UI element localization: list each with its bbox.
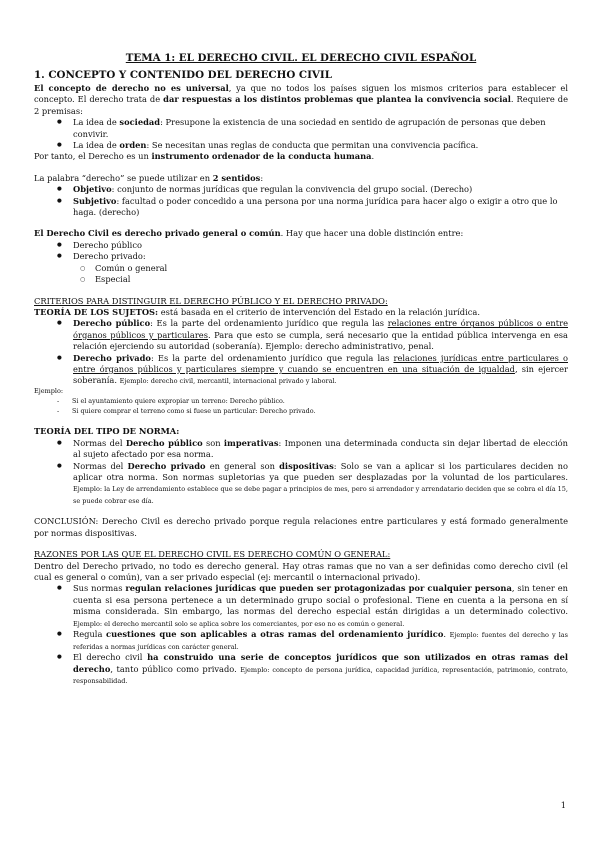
intro-paragraph: El concepto de derecho no es universal, ya que no todos los países siguen los mismos criterios para establecer el concepto. El derecho trata de dar respuestas a los distintos problemas que plantea la convivencia social. Requiere de 2 premisas:	[34, 83, 568, 116]
sujetos-paragraph: TEORÍA DE LOS SUJETOS: está basada en el criterio de intervención del Estado en la relación jurídica.	[34, 306, 480, 317]
razones-list	[34, 583, 568, 686]
tipo-list	[34, 438, 568, 507]
criterios-heading: CRITERIOS PARA DISTINGUIR EL DERECHO PÚBLICO Y EL DERECHO PRIVADO:	[34, 295, 388, 306]
ejemplos-list	[34, 396, 568, 416]
list-item: ● Sus normas regulan relaciones jurídicas que pueden ser protagonizadas por cualquier persona, sin tener en cuenta si esa persona pertenece a un determinado grupo social o profesional. Tiene en cuenta a la persona en sí misma considerada. Sin embargo, las normas del derecho especial están dirigidas a un determinado colectivo. Ejemplo: el derecho mercantil solo se aplica sobre los comerciantes, por eso no es común o general.	[34, 583, 568, 629]
list-item: ● La idea de orden: Se necesitan unas reglas de conducta que permitan una convivencia pacífica.	[34, 140, 568, 151]
sujetos-list	[34, 318, 568, 387]
list-item: ● Normas del Derecho público son imperativas: Imponen una determinada conducta sin dejar libertad de elección al sujeto afectado por esa norma.	[34, 438, 568, 461]
list-item: ● Normas del Derecho privado en general son dispositivas: Solo se van a aplicar si los particulares deciden no aplicar otra norma. Son normas supletorias ya que pueden ser desplazadas por la voluntad de los particulares. Ejemplo: la Ley de arrendamiento establece que se debe pagar a principios de mes, pero si arrendador y arrendatario deciden que se cobra el día 15, se puede cobrar ese día.	[34, 461, 568, 507]
page-number: 1	[560, 800, 566, 810]
list-item: ● Objetivo: conjunto de normas jurídicas que regulan la convivencia del grupo social. (Derecho)	[34, 184, 568, 195]
portanto-paragraph: Por tanto, el Derecho es un instrumento ordenador de la conducta humana.	[34, 151, 375, 162]
section-heading-concepto: 1. CONCEPTO Y CONTENIDO DEL DERECHO CIVIL	[34, 69, 332, 81]
palabra-paragraph: La palabra “derecho” se puede utilizar en 2 sentidos:	[34, 172, 264, 183]
sentidos-list	[34, 184, 568, 218]
list-item: ● Derecho público: Es la parte del ordenamiento jurídico que regula las relaciones entre órganos públicos o entre órganos públicos y particulares. Para que esto se cumpla, será necesario que la entidad pública intervenga en esa relación ejerciendo su autoridad (soberanía). Ejemplo: derecho administrativo, penal.	[34, 318, 568, 352]
conclusion-paragraph: CONCLUSIÓN: Derecho Civil es derecho privado porque regula relaciones entre particulares y está formado generalmente por normas dispositivas.	[34, 516, 568, 538]
list-item: ● Subjetivo: facultad o poder concedido a una persona por una norma jurídica para hacer algo o exigir a otro que lo haga. (derecho)	[34, 196, 568, 219]
list-item: - Si el ayuntamiento quiere expropiar un terreno: Derecho público.	[34, 396, 568, 406]
list-item: ● Regula cuestiones que son aplicables a otras ramas del ordenamiento jurídico. Ejemplo: fuentes del derecho y las referidas a normas jurídicas con carácter general.	[34, 629, 568, 652]
razones-intro: Dentro del Derecho privado, no todo es derecho general. Hay otras ramas que no van a ser definidas como derecho civil (el cual es general o común), van a ser privado especial (ej: mercantil o internacional privado).	[34, 560, 568, 582]
list-item: ● El derecho civil ha construido una serie de conceptos jurídicos que son utilizados en otras ramas del derecho, tanto público como privado. Ejemplo: concepto de persona jurídica, capacidad jurídica, representación, patrimonio, contrato, responsabilidad.	[34, 652, 568, 686]
razones-heading: RAZONES POR LAS QUE EL DERECHO CIVIL ES DERECHO COMÚN O GENERAL:	[34, 549, 391, 560]
list-item: - Si quiere comprar el terreno como si fuese un particular: Derecho privado.	[34, 406, 568, 416]
premisas-list	[34, 117, 568, 151]
distincion-list	[34, 240, 568, 286]
list-item: ● Derecho privado: Es la parte del ordenamiento jurídico que regula las relaciones jurídicas entre particulares o entre órganos públicos y particulares siempre y cuando se encuentren en una situación de igualdad, sin ejercer soberanía. Ejemplo: derecho civil, mercantil, internacional privado y laboral.	[34, 353, 568, 387]
list-item: ○ Común o general	[34, 263, 568, 274]
document-title: TEMA 1: EL DERECHO CIVIL. EL DERECHO CIVIL ESPAÑOL	[125, 52, 477, 64]
civil-paragraph: El Derecho Civil es derecho privado general o común. Hay que hacer una doble distinción entre:	[34, 228, 464, 239]
tipo-heading: TEORÍA DEL TIPO DE NORMA:	[34, 426, 180, 437]
list-item: ● La idea de sociedad: Presupone la existencia de una sociedad en sentido de agrupación de personas que deben convivir.	[34, 117, 568, 140]
list-item: ● Derecho privado:	[34, 251, 568, 262]
document-page	[34, 52, 568, 687]
list-item: ○ Especial	[34, 274, 568, 285]
ejemplo-label: Ejemplo:	[34, 386, 64, 395]
list-item: ● Derecho público	[34, 240, 568, 251]
